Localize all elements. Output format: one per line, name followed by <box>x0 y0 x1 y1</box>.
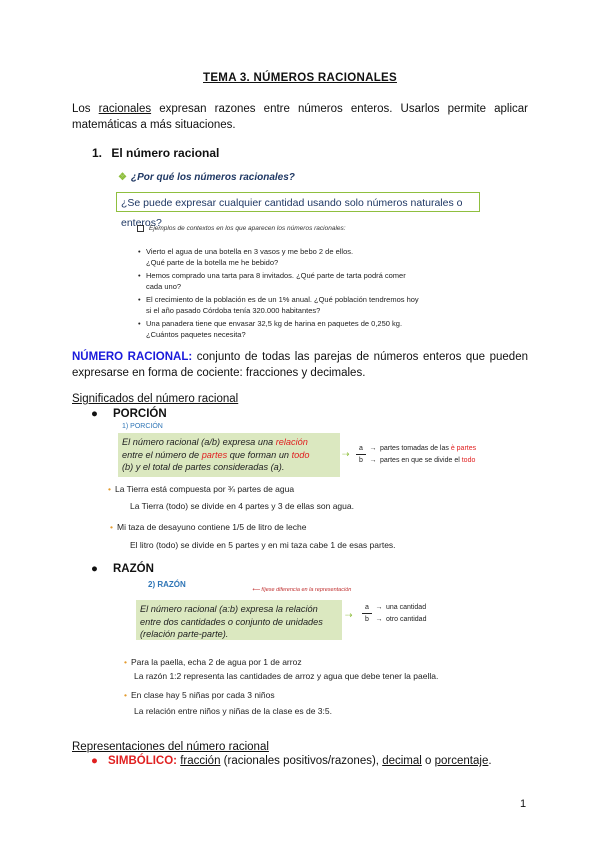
example-text: En clase hay 5 niñas por cada 3 niños <box>130 690 275 700</box>
representaciones-heading: Representaciones del número racional <box>72 741 269 753</box>
box-text: (b) y el total de partes consideradas (a). <box>122 462 285 472</box>
bullet-icon: ● <box>91 563 98 575</box>
fraction-numerator: a <box>365 604 369 611</box>
box-text: entre dos cantidades o conjunto de unidades <box>140 616 323 627</box>
section-number: 1. <box>92 146 103 160</box>
significados-heading: Significados del número racional <box>72 393 239 405</box>
simbolico-text: . <box>488 755 492 767</box>
arrow-right-icon: ⇢ <box>342 449 350 459</box>
razon-note <box>252 587 351 593</box>
example-item <box>138 246 446 268</box>
example-line: ¿Qué parte de la botella me he bebido? <box>146 258 279 267</box>
racionales-link: racionales <box>98 103 152 115</box>
arrow-left-icon: ⟵ <box>252 587 262 593</box>
legend-text: partes en que se divide el <box>380 457 462 464</box>
bullet-icon: • <box>124 657 127 667</box>
example-text: Para la paella, echa 2 de agua por 1 de arroz <box>130 657 302 667</box>
simbolico-label: SIMBÓLICO: <box>108 755 177 767</box>
porcion-example-2 <box>110 522 306 532</box>
numero-racional-definition <box>72 349 528 381</box>
porcentaje-link: porcentaje <box>434 755 489 767</box>
example-line: si el año pasado Córdoba tenía 320.000 habitantes? <box>146 306 321 315</box>
bullet-icon: ● <box>91 408 98 420</box>
example-text: La Tierra está compuesta por ¾ partes de agua <box>114 484 295 494</box>
intro-rest: expresan razones entre números enteros. Usarlos permite aplicar matemáticas a más situaciones. <box>72 103 528 131</box>
intro-prefix: Los <box>72 103 99 115</box>
example-line: Vierto el agua de una botella en 3 vasos y me bebo 2 de ellos. <box>146 247 354 256</box>
arrow-right-icon: ⇢ <box>345 610 353 620</box>
diamond-bullet-icon: ❖ <box>118 172 127 183</box>
example-line: Una panadera tiene que envasar 32,5 kg de harina en paquetes de 0,250 kg. <box>146 319 403 328</box>
section-title: El número racional <box>111 146 220 160</box>
note-text: fíjese diferencia en la representación <box>261 587 352 593</box>
example-item <box>138 294 446 316</box>
porcion-small-label: 1) PORCIÓN <box>122 423 163 430</box>
legend-text: una cantidad <box>386 604 427 611</box>
arrow-icon: → <box>369 457 377 464</box>
porcion-definition-box <box>118 433 340 477</box>
razon-example-2-detail: La relación entre niños y niñas de la clase es de 3:5. <box>134 706 332 716</box>
intro-paragraph <box>72 101 528 133</box>
why-title: ¿Por qué los números racionales? <box>130 172 295 183</box>
simbolico-item <box>91 755 492 767</box>
bullet-icon: • <box>124 690 127 700</box>
razon-definition-box <box>136 600 342 640</box>
bullet-icon: • <box>108 484 111 494</box>
question-box: ¿Se puede expresar cualquier cantidad usando solo números naturales o enteros? <box>116 192 480 212</box>
legend-text: otro cantidad <box>386 616 427 623</box>
examples-heading <box>137 225 346 232</box>
example-item <box>138 270 446 292</box>
razon-example-2 <box>124 690 275 700</box>
porcion-heading <box>91 408 167 420</box>
bullet-icon: • <box>138 319 141 328</box>
box-highlight: todo <box>291 449 310 460</box>
porcion-example-1 <box>108 484 294 494</box>
bullet-icon: • <box>110 522 113 532</box>
fraction-denominator: b <box>359 457 363 464</box>
checkbox-bullet-icon <box>137 225 144 232</box>
bullet-icon: • <box>138 247 141 256</box>
fraction-denominator: b <box>365 616 369 623</box>
razon-example-1 <box>124 657 302 667</box>
bullet-icon: ● <box>91 755 98 767</box>
bullet-icon: • <box>138 295 141 304</box>
box-highlight: partes <box>201 449 228 460</box>
razon-example-1-detail: La razón 1:2 representa las cantidades de arroz y agua que debe tener la paella. <box>134 671 439 681</box>
legend-highlight: todo <box>461 457 476 464</box>
box-highlight: relación <box>275 437 308 447</box>
razon-label: RAZÓN <box>113 563 154 575</box>
razon-heading <box>91 563 154 575</box>
box-text: El número racional (a:b) expresa la relación <box>140 604 318 614</box>
box-text: entre el número de <box>122 449 202 460</box>
page-title: TEMA 3. NÚMEROS RACIONALES <box>203 72 397 84</box>
fraccion-link: fracción <box>180 755 221 767</box>
box-text: (relación parte-parte). <box>140 629 229 639</box>
fraction-numerator: a <box>359 445 363 452</box>
example-line: Hemos comprado una tarta para 8 invitados. ¿Qué parte de tarta podrá comer <box>146 271 406 280</box>
legend-highlight: è partes <box>450 445 477 452</box>
arrow-icon: → <box>375 604 383 611</box>
section-heading <box>92 146 219 160</box>
simbolico-text: o <box>421 755 435 767</box>
simbolico-text: (racionales positivos/razones), <box>220 755 383 767</box>
porcion-example-2-detail: El litro (todo) se divide en 5 partes y en mi taza cabe 1 de esas partes. <box>130 540 396 550</box>
porcion-example-1-detail: La Tierra (todo) se divide en 4 partes y 3 de ellas son agua. <box>130 501 354 511</box>
legend-text: partes tomadas de las <box>380 445 451 452</box>
razon-fraction-legend <box>362 602 426 625</box>
porcion-label: PORCIÓN <box>113 408 167 420</box>
example-item <box>138 318 446 340</box>
arrow-icon: → <box>375 616 383 623</box>
razon-small-label: 2) RAZÓN <box>148 580 186 589</box>
definition-text: conjunto de todas las parejas de números enteros que pueden expresarse en forma de cociente: fracciones y decimales. <box>72 351 528 379</box>
why-heading <box>118 172 295 183</box>
box-text: que forman un <box>227 449 292 460</box>
page-number: 1 <box>520 798 527 810</box>
definition-keyword: NÚMERO RACIONAL: <box>72 351 193 363</box>
example-line: cada uno? <box>146 282 182 291</box>
example-text: Mi taza de desayuno contiene 1/5 de litro de leche <box>116 522 307 532</box>
porcion-fraction-legend <box>356 443 476 466</box>
examples-title: Ejemplos de contextos en los que aparecen los números racionales: <box>149 225 346 233</box>
example-line: ¿Cuántos paquetes necesita? <box>146 330 246 339</box>
arrow-icon: → <box>369 445 377 452</box>
example-line: El crecimiento de la población es de un 1% anual. ¿Qué población tendremos hoy <box>146 295 419 304</box>
bullet-icon: • <box>138 271 141 280</box>
box-text: El número racional (a/b) expresa una <box>122 437 276 447</box>
decimal-link: decimal <box>382 755 422 767</box>
